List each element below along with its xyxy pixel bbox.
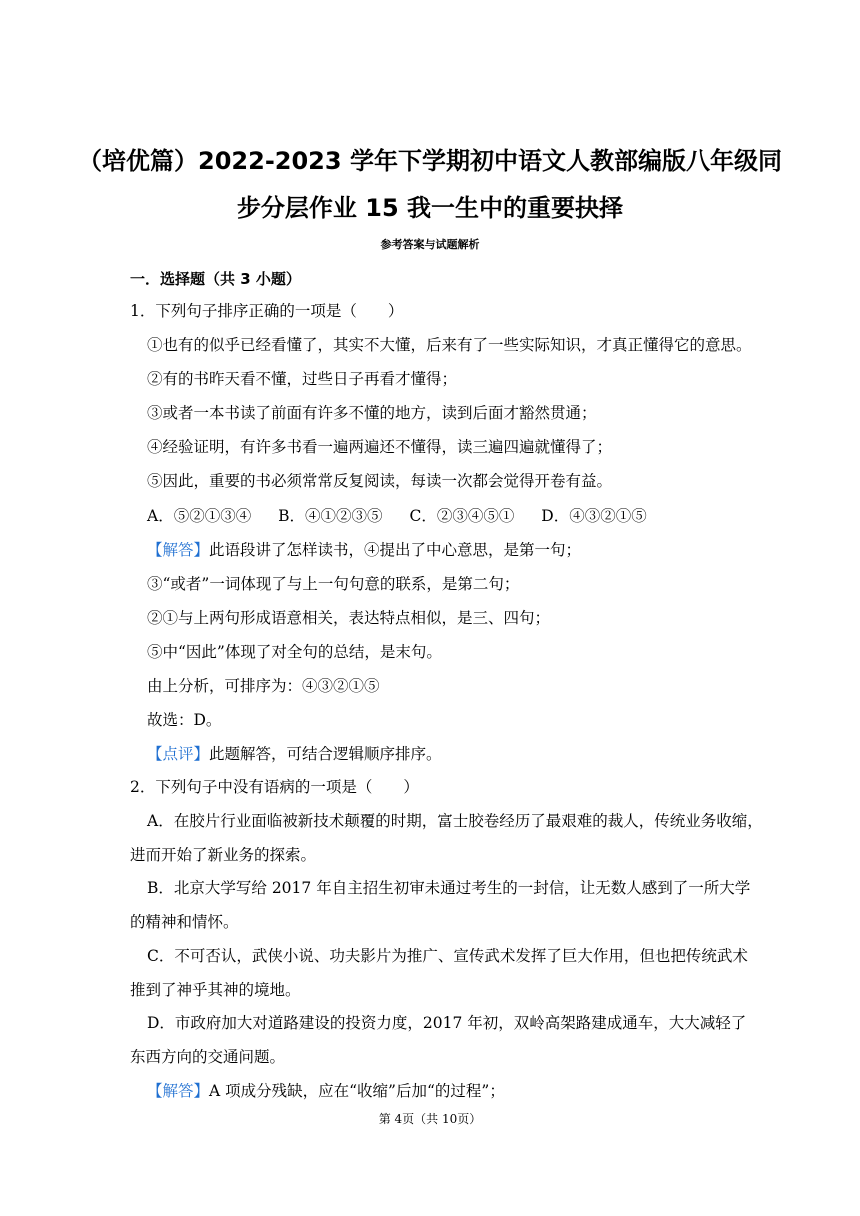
q2-option-a-line1: A．在胶片行业面临被新技术颠覆的时期，富士胶卷经历了最艰难的裁人，传统业务收缩， <box>147 812 763 830</box>
page-footer: 第 4页（共 10页） <box>378 1112 482 1126</box>
q2-option-b-line1: B．北京大学写给 2017 年自主招生初审未通过考生的一封信，让无数人感到了一所大学 <box>147 879 751 897</box>
q2-option-d-line1: D．市政府加大对道路建设的投资力度，2017 年初，双岭高架路建成通车，大大减轻了 <box>147 1014 747 1032</box>
answer-text: 此语段讲了怎样读书，④提出了中心意思，是第一句； <box>209 541 582 559</box>
q2-option-b-line2: 的精神和情怀。 <box>130 913 239 931</box>
q2-option-a-line2: 进而开始了新业务的探索。 <box>130 846 317 864</box>
q1-option-b: B．④①②③⑤ <box>278 507 383 525</box>
doc-title-line2: 步分层作业 15 我一生中的重要抉择 <box>236 194 624 222</box>
q1-answer-line6: 故选：D。 <box>147 711 222 729</box>
q2-answer <box>147 1080 505 1102</box>
q1-sentence-1: ①也有的似乎已经看懂了，其实不大懂，后来有了一些实际知识，才真正懂得它的意思。 <box>147 336 752 354</box>
q1-answer-line3: ②①与上两句形成语意相关，表达特点相似，是三、四句； <box>147 609 551 627</box>
doc-title-line1: （培优篇）2022-2023 学年下学期初中语文人教部编版八年级同 <box>78 147 782 175</box>
q1-answer-line1 <box>147 539 581 561</box>
answer-text: A 项成分残缺，应在“收缩”后加“的过程”； <box>209 1082 505 1100</box>
q2-option-c-line2: 推到了神乎其神的境地。 <box>130 981 301 999</box>
q1-answer-line2: ③“或者”一词体现了与上一句句意的联系，是第二句； <box>147 575 520 593</box>
q1-answer-line4: ⑤中“因此”体现了对全句的总结，是末句。 <box>147 643 442 661</box>
q1-sentence-2: ②有的书昨天看不懂，过些日子再看才懂得； <box>147 370 458 388</box>
q1-option-a: A．⑤②①③④ <box>147 507 252 525</box>
q1-stem: 1．下列句子排序正确的一项是（ ） <box>130 302 404 320</box>
q1-option-c: C．②③④⑤① <box>409 507 515 525</box>
answer-tag: 【解答】 <box>147 541 210 559</box>
q1-sentence-5: ⑤因此，重要的书必须常常反复阅读，每读一次都会觉得开卷有益。 <box>147 472 613 490</box>
q1-answer-line5: 由上分析，可排序为：④③②①⑤ <box>147 677 380 695</box>
section-heading: 一．选择题（共 3 小题） <box>130 270 301 288</box>
q2-option-c-line1: C．不可否认，武侠小说、功夫影片为推广、宣传武术发挥了巨大作用，但也把传统武术 <box>147 947 748 965</box>
q1-sentence-4: ④经验证明，有许多书看一遍两遍还不懂得，读三遍四遍就懂得了； <box>147 438 613 456</box>
answer-tag: 【解答】 <box>147 1082 210 1100</box>
q1-sentence-3: ③或者一本书读了前面有许多不懂的地方，读到后面才豁然贯通； <box>147 404 597 422</box>
q1-options <box>147 505 669 527</box>
q2-option-d-line2: 东西方向的交通问题。 <box>130 1048 286 1066</box>
q2-stem: 2．下列句子中没有语病的一项是（ ） <box>130 778 419 796</box>
q1-option-d: D．④③②①⑤ <box>541 507 647 525</box>
comment-text: 此题解答，可结合逻辑顺序排序。 <box>209 745 442 763</box>
q1-comment <box>147 743 442 765</box>
doc-subtitle: 参考答案与试题解析 <box>380 238 480 251</box>
comment-tag: 【点评】 <box>147 745 210 763</box>
